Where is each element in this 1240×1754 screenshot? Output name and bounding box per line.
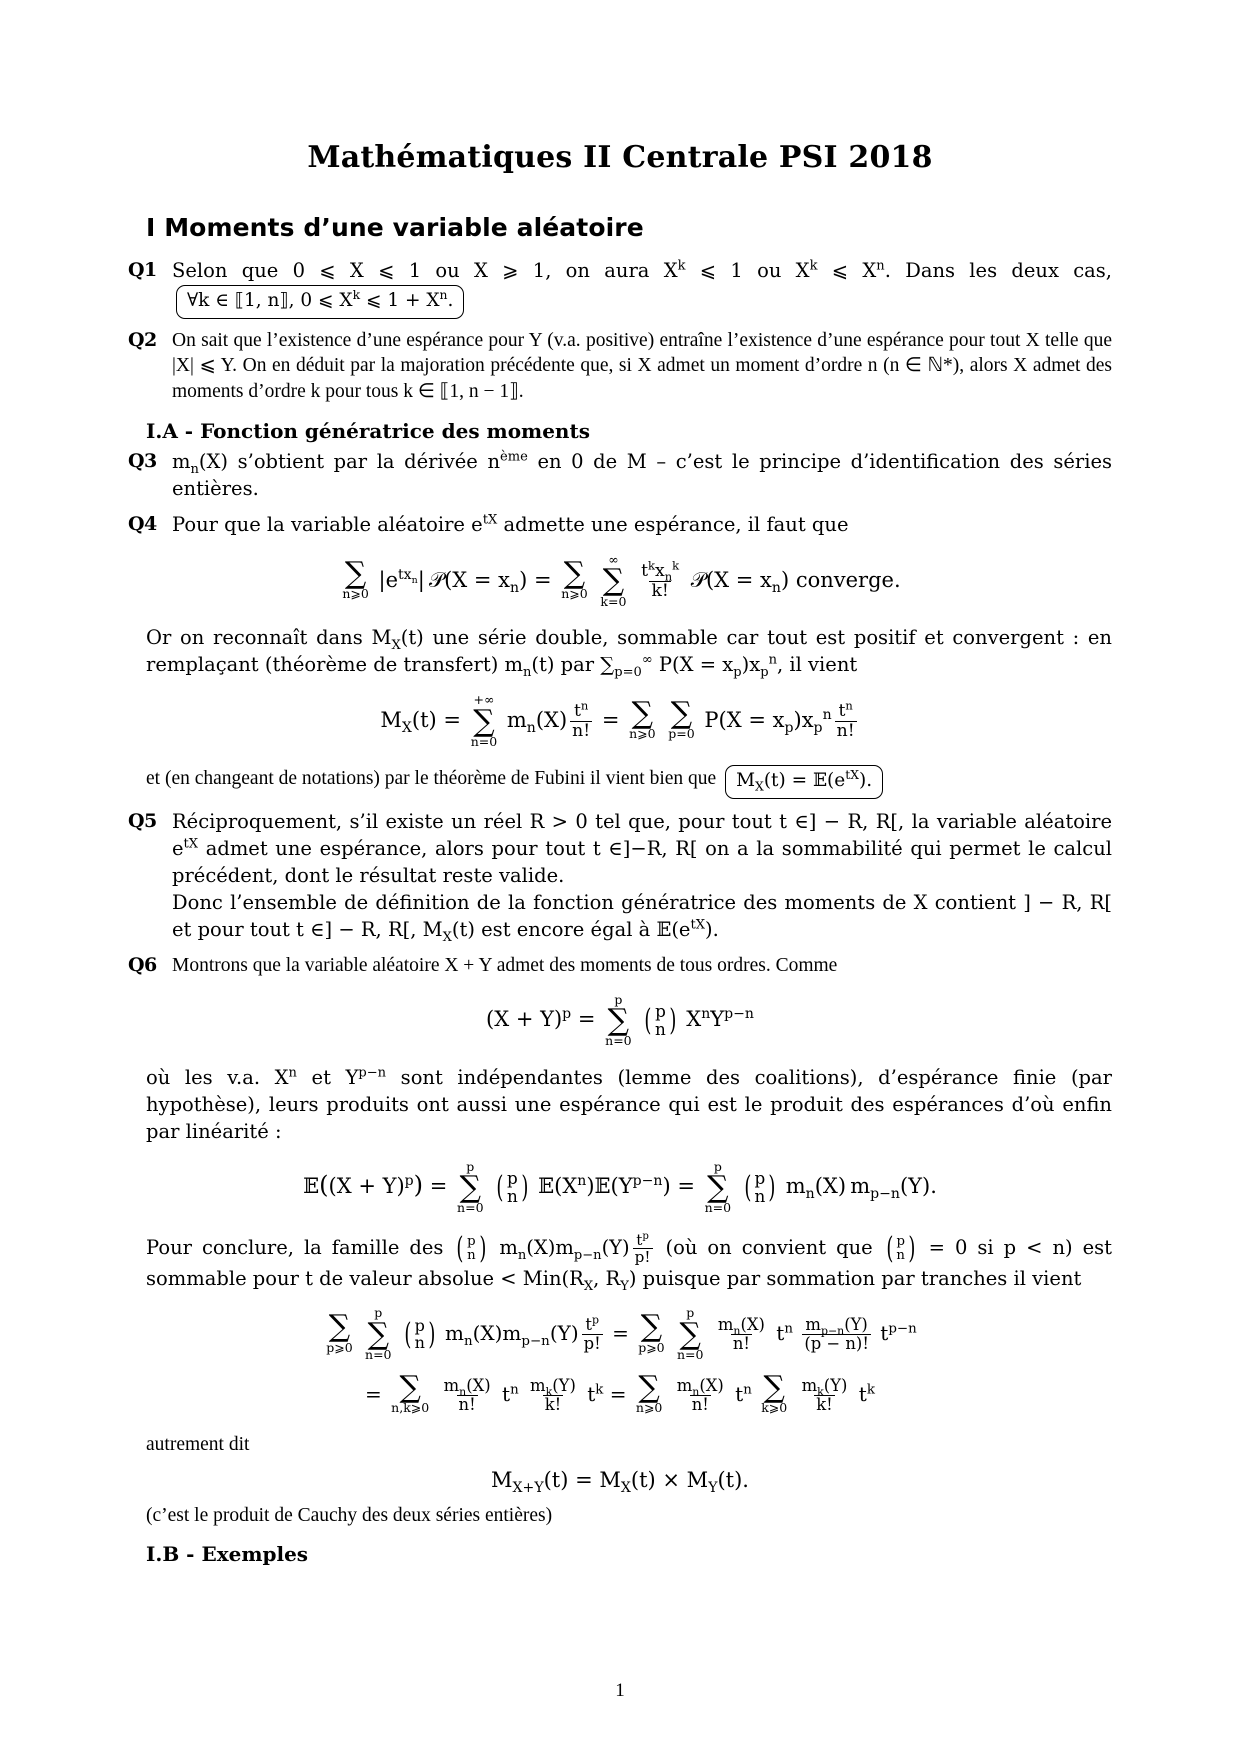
subsection-heading-IA: I.A - Fonction génératrice des moments bbox=[146, 419, 590, 444]
question-text-q6: Montrons que la variable aléatoire X + Y admet des moments de tous ordres. Comme bbox=[172, 954, 838, 976]
q2-line2: pour tout X telle que |X| ⩽ Y. On en déduit par la majoration précédente que, si X admet un moment bbox=[172, 329, 1112, 377]
question-text-q2 bbox=[172, 328, 1112, 406]
question-number-q3: Q3 bbox=[128, 450, 157, 473]
question-q6 bbox=[128, 953, 1112, 979]
q4-eq1-tail: converge. bbox=[795, 567, 901, 592]
page-number: 1 bbox=[615, 1680, 625, 1701]
question-text-q4: Pour que la variable aléatoire $e^{tX}$ admette une espérance, il faut que bbox=[172, 512, 849, 537]
question-number-q6: Q6 bbox=[128, 953, 157, 976]
question-number-q2: Q2 bbox=[128, 328, 157, 351]
question-number-q4: Q4 bbox=[128, 513, 157, 536]
question-q2 bbox=[128, 328, 1112, 406]
page-title: Mathématiques II Centrale PSI 2018 bbox=[307, 140, 933, 175]
q4-closing-text: et (en changeant de notations) par le théorème de Fubini il vient bien que bbox=[146, 768, 717, 790]
equation-q4-2: $M_X(t)$ = +∞ ∑ n=0 $m_n(X)$ $\frac{t^n}{n!}$ = ∑ n⩾0 ∑ p=0 $P(X = x_p)x_p^n$ $\frac{t^n}{n!}$ bbox=[380, 692, 855, 750]
question-text-q5: Réciproquement, s’il existe un réel R > 0 tel que, pour tout t ∈] − R, R[, la variable aléatoire $e^{tX}$ admet une espérance, alors pour tout t ∈]−R, R[ on a la sommabilité qui permet le calcul précédent, dont le résultat reste valide. Donc l’ensemble de définition de la fonction génératrice des moments de X contient ] − R, R[ et pour tout t ∈] − R, R[, $M_X(t)$ est encore égal à $𝔼(e^{tX})$. bbox=[172, 809, 1112, 945]
boxed-result-q1: ∀k ∈ ⟦1, n⟧, 0 ⩽ $X^k$ ⩽ $1 + X^n$. bbox=[176, 285, 464, 319]
question-text-q3: $m_n(X)$ s’obtient par la dérivée $n^{ème}$ en 0 de M – c’est le principe d’identification des séries entières. bbox=[172, 449, 1113, 501]
section-heading-I: I Moments d’une variable aléatoire bbox=[146, 213, 644, 242]
boxed-result-q4: $M_X(t)$ = $𝔼(e^{tX})$. bbox=[725, 765, 883, 799]
q6-paragraph-2: Pour conclure, la famille des ( p n ) $m_n(X)m_{p-n}(Y)$ $\frac{t^p}{p!}$ (où on convient que ( p n ) = 0 si p < n) est sommable pour t de valeur absolue < $Min(R_X$, $R_Y$) puisque par sommation par tranches il vient bbox=[146, 1230, 1113, 1294]
q4-paragraph-1: Or on reconnaît dans $M_X(t)$ une série double, sommable car tout est positif et convergent : en remplaçant (théorème de transfert) $m_n(t)$ par $\sum_{p=0}^\infty$ $P(X = x_p)x_p^n$, il vient bbox=[146, 626, 1112, 681]
q2-line1: On sait que l’existence d’une espérance pour Y (v.a. positive) entraîne l’existence d’une espérance bbox=[172, 329, 944, 351]
subsection-heading-IB: I.B - Exemples bbox=[146, 1542, 309, 1567]
q6-paragraph-1: où les v.a. $X^n$ et $Y^{p-n}$ sont indépendantes (lemme des coalitions), d’espérance finie (par hypothèse), leurs produits ont aussi une espérance qui est le produit des espérances d’où enfin par linéarité : bbox=[146, 1065, 1112, 1143]
question-q3 bbox=[128, 449, 1112, 503]
equation-q6-1: $(X + Y)^p$ = p ∑ n=0 ( p n ) $X^nY^{p-n}$ bbox=[486, 991, 754, 1049]
question-q5 bbox=[128, 809, 1112, 944]
question-number-q1: Q1 bbox=[128, 259, 157, 281]
equation-q6-4: = ∑ n,k⩾0 $\frac{m_n(X)}{n!}$ $t^n$ $\frac{m_k(Y)}{k!}$ $t^k$ = ∑ n⩾0 $\frac{m_n(X)}{n!}$ $t^n$ ∑ k⩾0 $\frac{m_k(Y)}{k!}$ $t^k$ bbox=[365, 1369, 875, 1416]
equation-q6-2: 𝔼((X + Y)$^p$) = p ∑ n=0 ( p n ) $𝔼(X^n)𝔼(Y^{p-n})$ = p ∑ n=0 ( p n ) $m_n(X)$ $m_{p-n}(Y)$. bbox=[303, 1158, 937, 1216]
question-q4 bbox=[128, 512, 1112, 539]
q6-cauchy-note: (c’est le produit de Cauchy des deux séries entières) bbox=[146, 1504, 553, 1526]
q4-closing bbox=[146, 765, 1112, 799]
question-text-q1: Selon que 0 ⩽ X ⩽ 1 ou X ⩾ 1, on aura $X^k$ ⩽ 1 ou $X^k$ ⩽ $X^n$. Dans les deux cas, ∀k ∈ ⟦1, n⟧, 0 ⩽ $X^k$ ⩽ $1 + X^n$. bbox=[172, 258, 1112, 319]
equation-q4-1: ∑ n⩾0 $|e^{tx_n}|$ 𝒫(X = $x_n$) = ∑ n⩾0 ∞ ∑ k=0 $\frac{t^kx_n^k}{k!}$ 𝒫(X = $x_n$) converge. bbox=[342, 552, 901, 609]
q6-autrement-dit: autrement dit bbox=[146, 1433, 250, 1455]
equation-q6-3: ∑ p⩾0 p ∑ n=0 ( p n ) $m_n(X)m_{p-n}(Y)$ $\frac{t^p}{p!}$ = ∑ p⩾0 p ∑ n=0 $\frac{m_n(X)}{n!}$ $t^n$ $\frac{m_{p-n}(Y)}{(p - n)!}$ $t^{p-n}$ bbox=[326, 1305, 917, 1363]
question-q1 bbox=[128, 258, 1112, 319]
question-number-q5: Q5 bbox=[128, 809, 157, 832]
equation-q6-final: $M_{X+Y}(t) = M_X(t) \times M_Y(t)$. bbox=[491, 1467, 749, 1496]
q2-line3: d’ordre n (n ∈ ℕ*), alors X admet des moments d’ordre k pour tous k ∈ ⟦1, n − 1⟧. bbox=[172, 355, 1113, 403]
